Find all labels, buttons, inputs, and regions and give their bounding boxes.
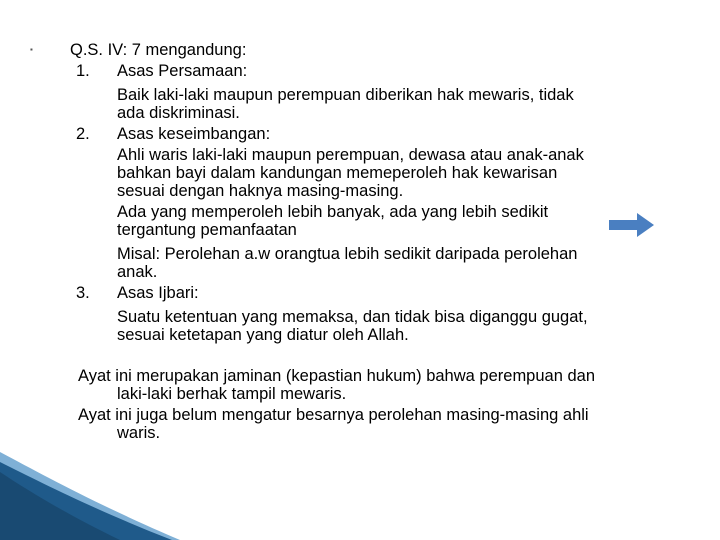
paragraph-line: Ayat ini merupakan jaminan (kepastian hukum) bahwa perempuan dan [78,367,596,385]
square-bullet-icon: ▪ [30,45,33,54]
item-line: Baik laki-laki maupun perempuan diberikan hak mewaris, tidak [117,86,574,104]
item-line: sesuai ketetapan yang diatur oleh Allah. [117,326,409,344]
paragraph-line: waris. [117,424,161,442]
right-arrow-icon [609,212,655,238]
item-line: Ahli waris laki-laki maupun perempuan, dewasa atau anak-anak [117,146,584,164]
slide-heading: Q.S. IV: 7 mengandung: [70,41,247,59]
item-line: sesuai dengan haknya masing-masing. [117,182,404,200]
item-line: anak. [117,263,158,281]
item-number: 1. [76,62,90,80]
item-line: tergantung pemanfaatan [117,221,297,239]
item-line: ada diskriminasi. [117,104,240,122]
item-title: Asas Ijbari: [117,284,199,302]
item-line: Misal: Perolehan a.w orangtua lebih sedikit daripada perolehan [117,245,578,263]
item-line: Ada yang memperoleh lebih banyak, ada yang lebih sedikit [117,203,549,221]
item-line: Suatu ketentuan yang memaksa, dan tidak bisa diganggu gugat, [117,308,588,326]
paragraph-line: Ayat ini juga belum mengatur besarnya perolehan masing-masing ahli [78,406,589,424]
item-number: 3. [76,284,90,302]
decorative-wave [0,448,180,540]
item-title: Asas Persamaan: [117,62,248,80]
item-number: 2. [76,125,90,143]
paragraph-line: laki-laki berhak tampil mewaris. [117,385,347,403]
item-line: bahkan bayi dalam kandungan memeperoleh hak kewarisan [117,164,558,182]
item-title: Asas keseimbangan: [117,125,271,143]
